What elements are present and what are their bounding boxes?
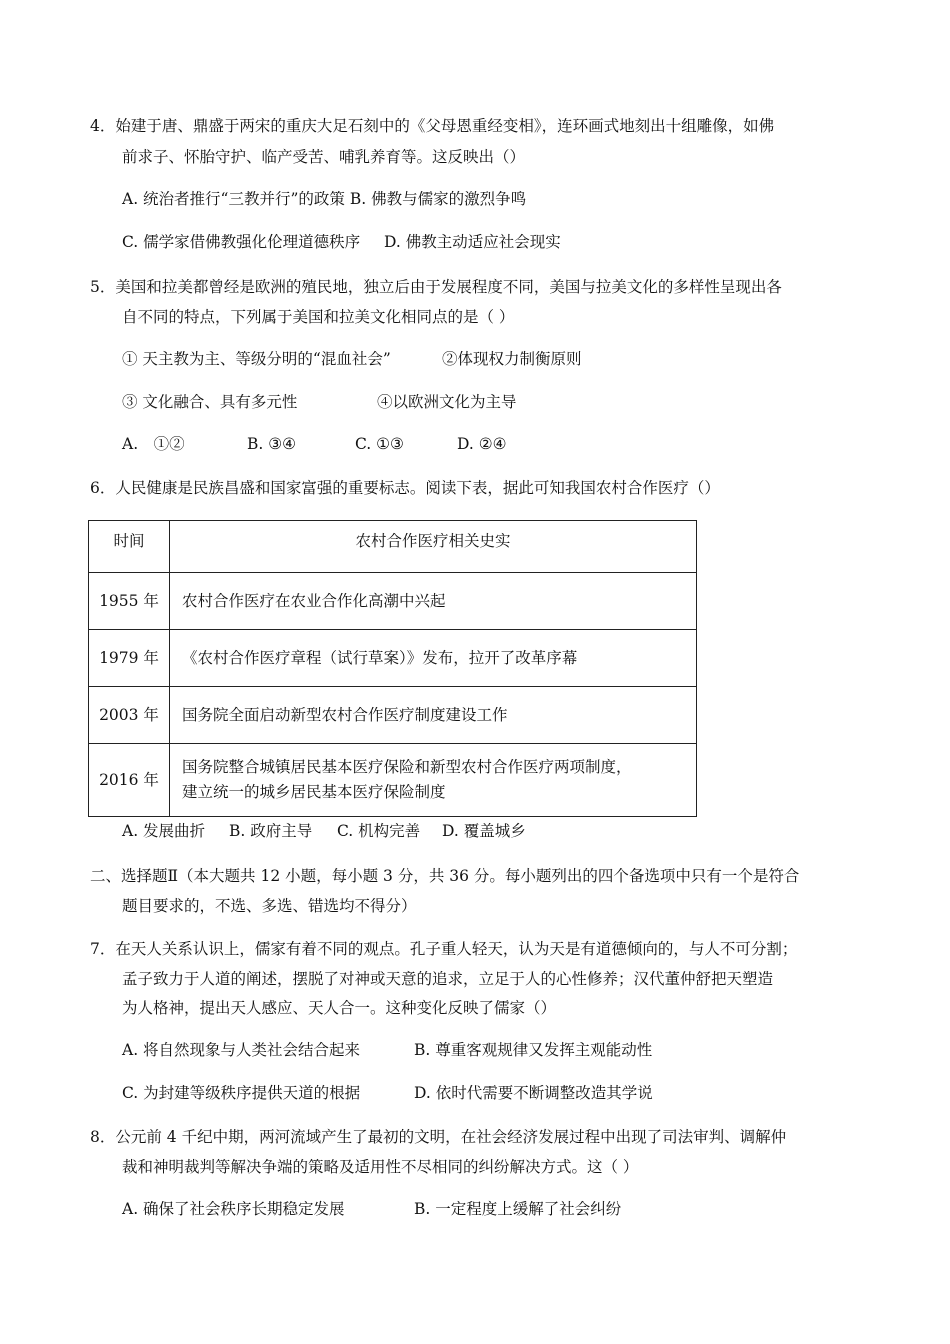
row-year: 2016 年 [89, 744, 170, 817]
header-fact: 农村合作医疗相关史实 [170, 521, 697, 573]
q6-option-c: C. 机构完善 [337, 822, 421, 840]
q8-stem-line-1: 8．公元前 4 千纪中期，两河流域产生了最初的文明，在社会经济发展过程中出现了司法审判、调解仲 [90, 1128, 787, 1146]
row-fact [170, 744, 697, 817]
row-fact-line-2: 建立统一的城乡居民基本医疗保险制度 [182, 783, 446, 801]
q5-item-2: ②体现权力制衡原则 [442, 350, 582, 368]
q7-option-d: D. 依时代需要不断调整改造其学说 [414, 1084, 653, 1102]
header-time: 时间 [89, 521, 170, 573]
q4-stem-line-2: 前求子、怀胎守护、临产受苦、哺乳养育等。这反映出（） [122, 148, 526, 166]
q6-option-d: D. 覆盖城乡 [442, 822, 526, 840]
q7-stem-line-1: 7．在天人关系认识上，儒家有着不同的观点。孔子重人轻天，认为天是有道德倾向的，与人不可分割； [90, 940, 798, 958]
q4-option-d: D. 佛教主动适应社会现实 [384, 233, 561, 251]
rural-medical-table [88, 520, 697, 817]
q4-stem-line-1: 4．始建于唐、鼎盛于两宋的重庆大足石刻中的《父母恩重经变相》，连环画式地刻出十组雕像，如佛 [90, 117, 775, 135]
section2-heading-line-1: 二、选择题Ⅱ（本大题共 12 小题，每小题 3 分，共 36 分。每小题列出的四个备选项中只有一个是符合 [90, 867, 800, 885]
q7-stem-line-3: 为人格神，提出天人感应、天人合一。这种变化反映了儒家（） [122, 999, 557, 1017]
q5-stem-line-1: 5．美国和拉美都曾经是欧洲的殖民地，独立后由于发展程度不同，美国与拉美文化的多样性呈现出各 [90, 278, 782, 296]
q7-stem-line-2: 孟子致力于人道的阐述，摆脱了对神或天意的追求，立足于人的心性修养；汉代董仲舒把天塑造 [122, 970, 774, 988]
q5-item-4: ④以欧洲文化为主导 [377, 393, 517, 411]
q5-option-a: A. ①② [122, 435, 185, 453]
q5-stem-line-2: 自不同的特点，下列属于美国和拉美文化相同点的是（ ） [122, 308, 515, 326]
row-fact-line-1: 国务院整合城镇居民基本医疗保险和新型农村合作医疗两项制度， [182, 758, 632, 776]
q5-option-b: B. ③④ [247, 435, 297, 453]
q7-option-b: B. 尊重客观规律又发挥主观能动性 [414, 1041, 653, 1059]
table-row [89, 744, 697, 817]
table-row [89, 573, 697, 630]
table-row [89, 630, 697, 687]
q8-option-b: B. 一定程度上缓解了社会纠纷 [414, 1200, 622, 1218]
q5-option-c: C. ①③ [355, 435, 404, 453]
q5-option-d: D. ②④ [457, 435, 507, 453]
section2-heading-line-2: 题目要求的，不选、多选、错选均不得分） [122, 897, 417, 915]
q5-item-3: ③ 文化融合、具有多元性 [122, 393, 298, 411]
q6-option-b: B. 政府主导 [229, 822, 313, 840]
row-fact: 国务院全面启动新型农村合作医疗制度建设工作 [170, 687, 697, 744]
q7-option-a: A. 将自然现象与人类社会结合起来 [122, 1041, 361, 1059]
q5-item-1: ① 天主教为主、等级分明的“混血社会” [122, 350, 391, 368]
q4-option-ab: A. 统治者推行“三教并行”的政策 B. 佛教与儒家的激烈争鸣 [122, 190, 527, 208]
row-fact: 《农村合作医疗章程（试行草案）》发布，拉开了改革序幕 [170, 630, 697, 687]
table-header-row [89, 521, 697, 573]
q8-option-a: A. 确保了社会秩序长期稳定发展 [122, 1200, 345, 1218]
row-year: 1955 年 [89, 573, 170, 630]
q8-stem-line-2: 裁和神明裁判等解决争端的策略及适用性不尽相同的纠纷解决方式。这（ ） [122, 1158, 639, 1176]
row-year: 1979 年 [89, 630, 170, 687]
q6-option-a: A. 发展曲折 [122, 822, 206, 840]
row-fact: 农村合作医疗在农业合作化高潮中兴起 [170, 573, 697, 630]
table-row [89, 687, 697, 744]
q6-stem: 6．人民健康是民族昌盛和国家富强的重要标志。阅读下表，据此可知我国农村合作医疗（） [90, 479, 720, 497]
row-year: 2003 年 [89, 687, 170, 744]
q7-option-c: C. 为封建等级秩序提供天道的根据 [122, 1084, 361, 1102]
q4-option-c: C. 儒学家借佛教强化伦理道德秩序 [122, 233, 361, 251]
